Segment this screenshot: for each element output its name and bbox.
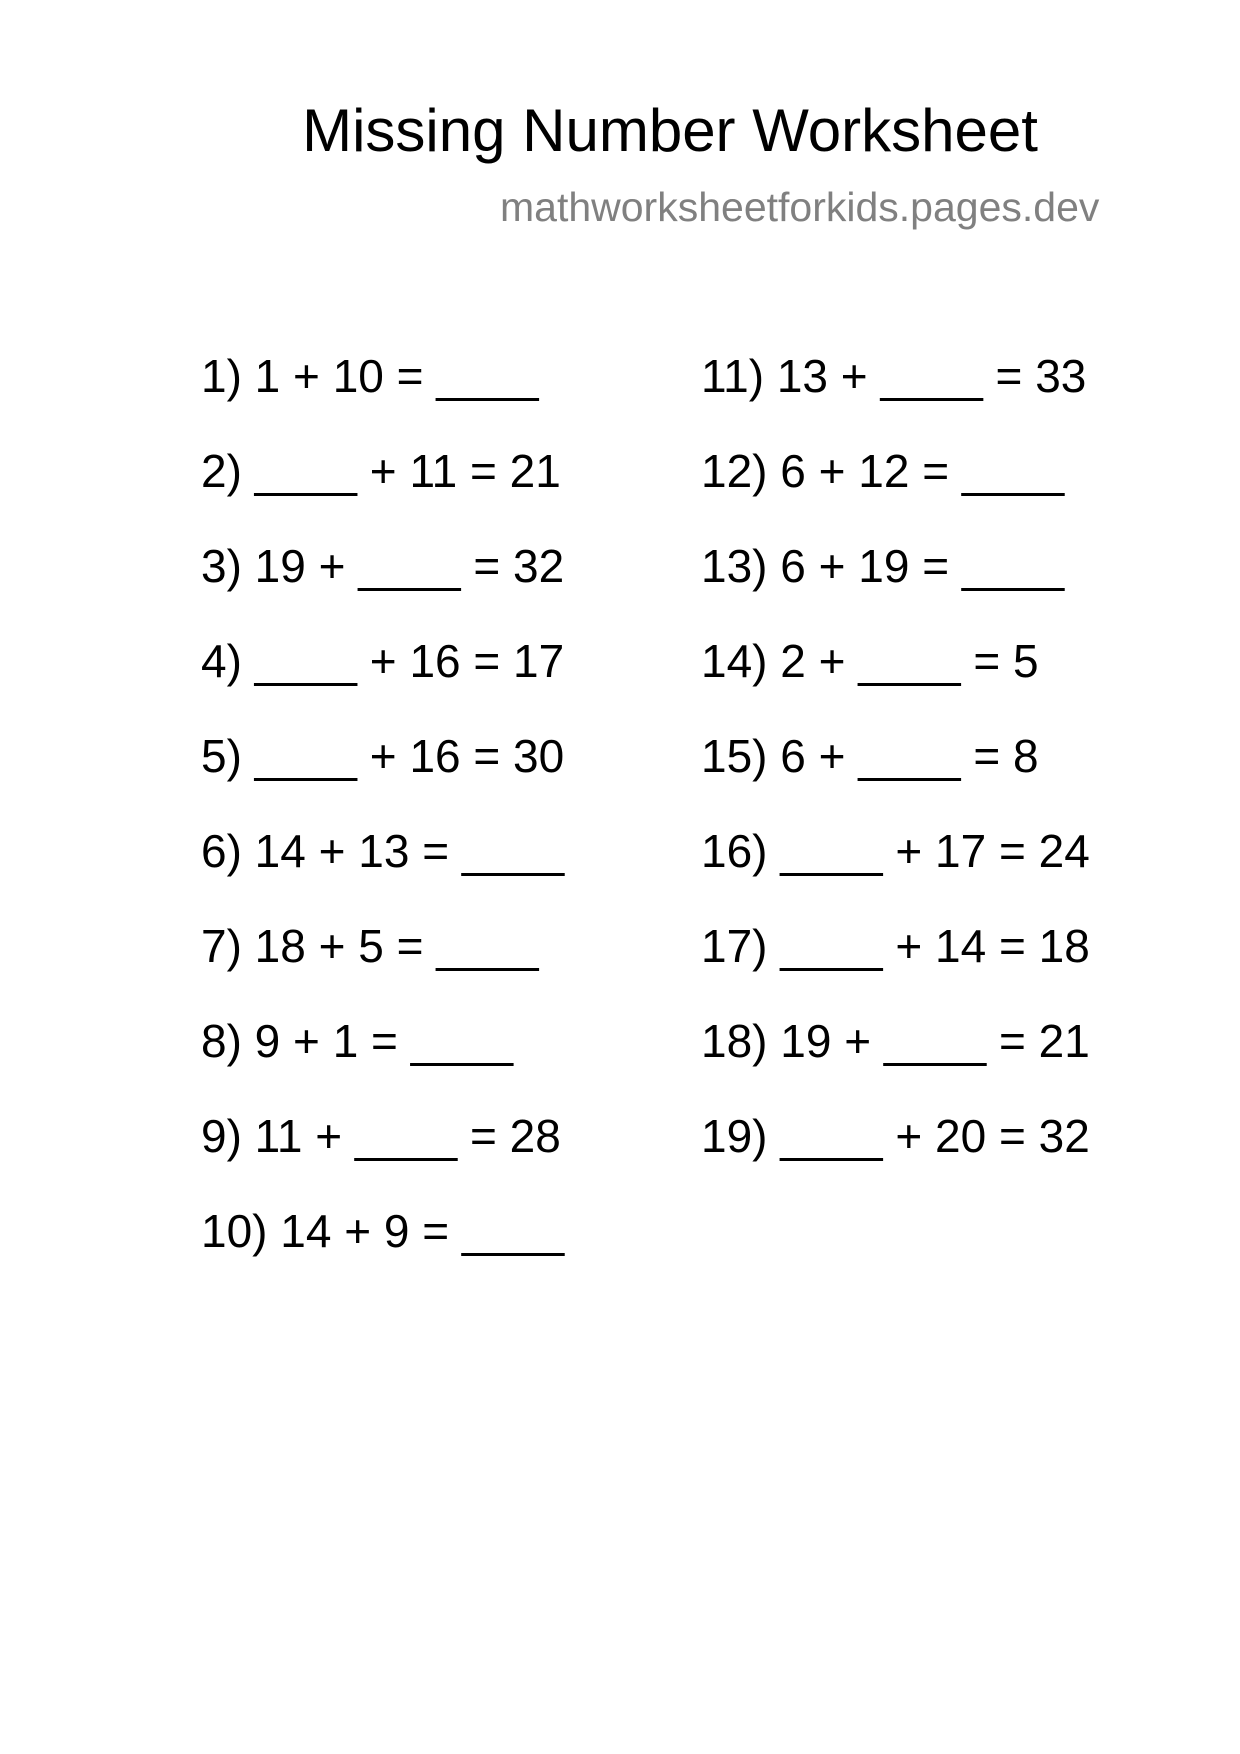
problem-18: 18) 19 + ____ = 21 [701,1015,1090,1067]
problem-2: 2) ____ + 11 = 21 [201,445,561,497]
problem-17: 17) ____ + 14 = 18 [701,920,1090,972]
worksheet-title: Missing Number Worksheet [302,97,1038,164]
problems-left-column [201,349,564,1299]
problem-11: 11) 13 + ____ = 33 [701,350,1087,402]
problem-19: 19) ____ + 20 = 32 [701,1110,1090,1162]
problem-6: 6) 14 + 13 = ____ [201,825,565,877]
problem-12: 12) 6 + 12 = ____ [701,445,1065,497]
problem-4: 4) ____ + 16 = 17 [201,635,565,687]
problem-3: 3) 19 + ____ = 32 [201,540,565,592]
problem-9: 9) 11 + ____ = 28 [201,1110,561,1162]
problem-8: 8) 9 + 1 = ____ [201,1015,514,1067]
problem-7: 7) 18 + 5 = ____ [201,920,539,972]
problem-10: 10) 14 + 9 = ____ [201,1205,565,1257]
problem-5: 5) ____ + 16 = 30 [201,730,565,782]
problems-right-column [701,349,1090,1204]
problem-15: 15) 6 + ____ = 8 [701,730,1039,782]
problem-1: 1) 1 + 10 = ____ [201,350,539,402]
problem-16: 16) ____ + 17 = 24 [701,825,1090,877]
website-url: mathworksheetforkids.pages.dev [500,184,1100,230]
problem-13: 13) 6 + 19 = ____ [701,540,1065,592]
problem-14: 14) 2 + ____ = 5 [701,635,1039,687]
